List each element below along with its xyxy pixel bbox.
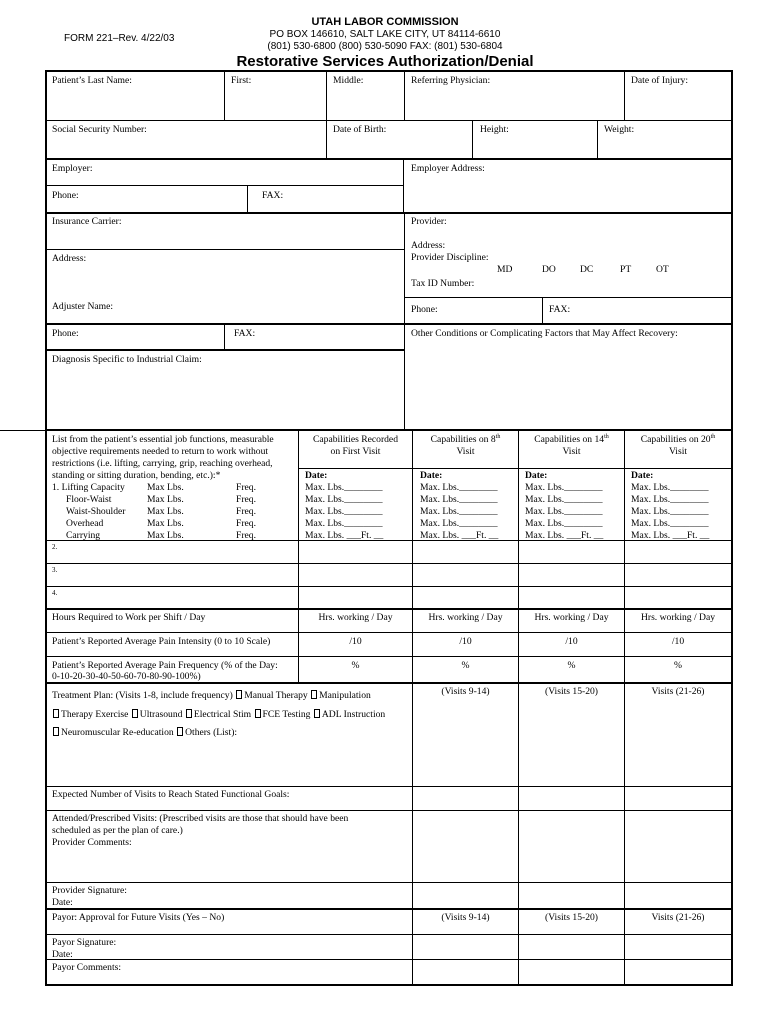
discipline-ot-option[interactable]: OT	[656, 264, 669, 275]
payor-signature-date-field[interactable]: Date:	[52, 949, 73, 960]
insurance-carrier-field[interactable]: Insurance Carrier:	[52, 216, 122, 227]
dob-field[interactable]: Date of Birth:	[333, 124, 387, 135]
job-function-row-4[interactable]: 4.	[52, 589, 58, 597]
agency-address: PO BOX 146610, SALT LAKE CITY, UT 84114-6610	[269, 29, 501, 40]
lifting-capacity-label: 1. Lifting Capacity	[52, 482, 125, 493]
agency-name: UTAH LABOR COMMISSION	[311, 16, 459, 28]
frequency-first-visit[interactable]: %	[351, 660, 360, 671]
discipline-pt-option[interactable]: PT	[620, 264, 632, 275]
form-id: FORM 221–Rev. 4/22/03	[64, 33, 175, 44]
floor-waist-freq: Freq.	[236, 494, 256, 505]
payor-visits-21-26[interactable]: Visits (21-26)	[651, 912, 705, 923]
provider-discipline-label: Provider Discipline:	[411, 252, 489, 263]
job-function-row-2[interactable]: 2.	[52, 543, 58, 551]
neuromuscular-checkbox[interactable]	[53, 727, 59, 736]
intensity-14th-visit[interactable]: /10	[565, 636, 578, 647]
discipline-dc-option[interactable]: DC	[580, 264, 594, 275]
date-8th-visit-field[interactable]: Date:	[420, 470, 443, 481]
frequency-14th-visit[interactable]: %	[567, 660, 576, 671]
frequency-20th-visit[interactable]: %	[674, 660, 682, 671]
payor-comments-field[interactable]: Payor Comments:	[52, 962, 122, 973]
ssn-field[interactable]: Social Security Number:	[52, 124, 147, 135]
weight-field[interactable]: Weight:	[604, 124, 635, 135]
job-function-row-3[interactable]: 3.	[52, 566, 58, 574]
payor-visits-9-14[interactable]: (Visits 9-14)	[441, 912, 490, 923]
carrying-freq: Freq.	[236, 530, 256, 541]
employer-fax-field[interactable]: FAX:	[262, 190, 284, 201]
waist-shoulder-max: Max Lbs.	[147, 506, 184, 517]
tax-id-field[interactable]: Tax ID Number:	[411, 278, 475, 289]
payor-approval-label: Payor: Approval for Future Visits (Yes – No)	[52, 912, 225, 923]
waist-shoulder-label: Waist-Shoulder	[66, 506, 126, 517]
other-conditions-field[interactable]: Other Conditions or Complicating Factors that May Affect Recovery:	[411, 328, 678, 339]
ultrasound-checkbox[interactable]	[132, 709, 138, 718]
therapy-exercise-checkbox[interactable]	[53, 709, 59, 718]
payor-signature-field[interactable]: Payor Signature:	[52, 937, 117, 948]
adl-instruction-checkbox[interactable]	[314, 709, 320, 718]
payor-visits-15-20[interactable]: (Visits 15-20)	[545, 912, 598, 923]
date-14th-visit-field[interactable]: Date:	[525, 470, 548, 481]
patient-first-name-field[interactable]: First:	[231, 75, 252, 86]
date-first-visit-field[interactable]: Date:	[305, 470, 328, 481]
agency-phones: (801) 530-6800 (800) 530-5090 FAX: (801) 530-6804	[267, 41, 503, 52]
waist-shoulder-freq: Freq.	[236, 506, 256, 517]
overhead-label: Overhead	[66, 518, 104, 529]
lifting-capacity-freq: Freq.	[236, 482, 256, 493]
hours-required-label: Hours Required to Work per Shift / Day	[52, 612, 206, 623]
fce-testing-checkbox[interactable]	[255, 709, 261, 718]
discipline-md-option[interactable]: MD	[497, 264, 513, 275]
manual-therapy-checkbox[interactable]	[236, 690, 242, 699]
height-field[interactable]: Height:	[480, 124, 509, 135]
date-20th-visit-field[interactable]: Date:	[631, 470, 654, 481]
employer-field[interactable]: Employer:	[52, 163, 93, 174]
others-checkbox[interactable]	[177, 727, 183, 736]
hours-14th-visit[interactable]: Hrs. working / Day	[534, 612, 609, 623]
hours-8th-visit[interactable]: Hrs. working / Day	[428, 612, 503, 623]
insurance-phone-field[interactable]: Phone:	[52, 328, 79, 339]
manipulation-checkbox[interactable]	[311, 690, 317, 699]
visits-21-26-header: Visits (21-26)	[651, 686, 705, 697]
visits-15-20-header: (Visits 15-20)	[545, 686, 598, 697]
treatment-plan-line-3: Neuromuscular Re-education Others (List):	[52, 727, 237, 739]
treatment-plan-line-2: Therapy Exercise Ultrasound Electrical Stim FCE Testing ADL Instruction	[52, 709, 385, 721]
floor-waist-label: Floor-Waist	[66, 494, 112, 505]
hours-20th-visit[interactable]: Hrs. working / Day	[640, 612, 716, 623]
electrical-stim-checkbox[interactable]	[186, 709, 192, 718]
lifting-capacity-max: Max Lbs.	[147, 482, 184, 493]
insurance-address-field[interactable]: Address:	[52, 253, 87, 264]
provider-comments-field[interactable]: Provider Comments:	[52, 837, 132, 848]
provider-signature-field[interactable]: Provider Signature:	[52, 885, 127, 896]
insurance-fax-field[interactable]: FAX:	[234, 328, 256, 339]
hours-first-visit[interactable]: Hrs. working / Day	[318, 612, 393, 623]
adjuster-name-field[interactable]: Adjuster Name:	[52, 301, 114, 312]
provider-field[interactable]: Provider:	[411, 216, 447, 227]
intensity-8th-visit[interactable]: /10	[459, 636, 472, 647]
employer-address-field[interactable]: Employer Address:	[411, 163, 485, 174]
provider-phone-field[interactable]: Phone:	[411, 304, 438, 315]
provider-address-field[interactable]: Address:	[411, 240, 446, 251]
intensity-20th-visit[interactable]: /10	[671, 636, 685, 647]
patient-middle-name-field[interactable]: Middle:	[333, 75, 364, 86]
employer-phone-field[interactable]: Phone:	[52, 190, 79, 201]
carrying-max: Max Lbs.	[147, 530, 184, 541]
provider-fax-field[interactable]: FAX:	[549, 304, 571, 315]
frequency-8th-visit[interactable]: %	[461, 660, 470, 671]
diagnosis-field[interactable]: Diagnosis Specific to Industrial Claim:	[52, 354, 202, 365]
page-title: Restorative Services Authorization/Denial	[236, 53, 534, 70]
referring-physician-field[interactable]: Referring Physician:	[411, 75, 491, 86]
patient-last-name-field[interactable]: Patient’s Last Name:	[52, 75, 132, 86]
visits-9-14-header: (Visits 9-14)	[441, 686, 490, 697]
overhead-max: Max Lbs.	[147, 518, 184, 529]
overhead-freq: Freq.	[236, 518, 256, 529]
intensity-first-visit[interactable]: /10	[349, 636, 362, 647]
expected-visits-field[interactable]: Expected Number of Visits to Reach Stated Functional Goals:	[52, 789, 290, 800]
floor-waist-max: Max Lbs.	[147, 494, 184, 505]
provider-signature-date-field[interactable]: Date:	[52, 897, 73, 908]
treatment-plan-line-1: Treatment Plan: (Visits 1-8, include frequency) Manual Therapy Manipulation	[52, 690, 371, 701]
injury-date-field[interactable]: Date of Injury:	[631, 75, 689, 86]
pain-intensity-label: Patient’s Reported Average Pain Intensity (0 to 10 Scale)	[52, 636, 271, 647]
discipline-do-option[interactable]: DO	[542, 264, 556, 275]
carrying-label: Carrying	[66, 530, 101, 541]
